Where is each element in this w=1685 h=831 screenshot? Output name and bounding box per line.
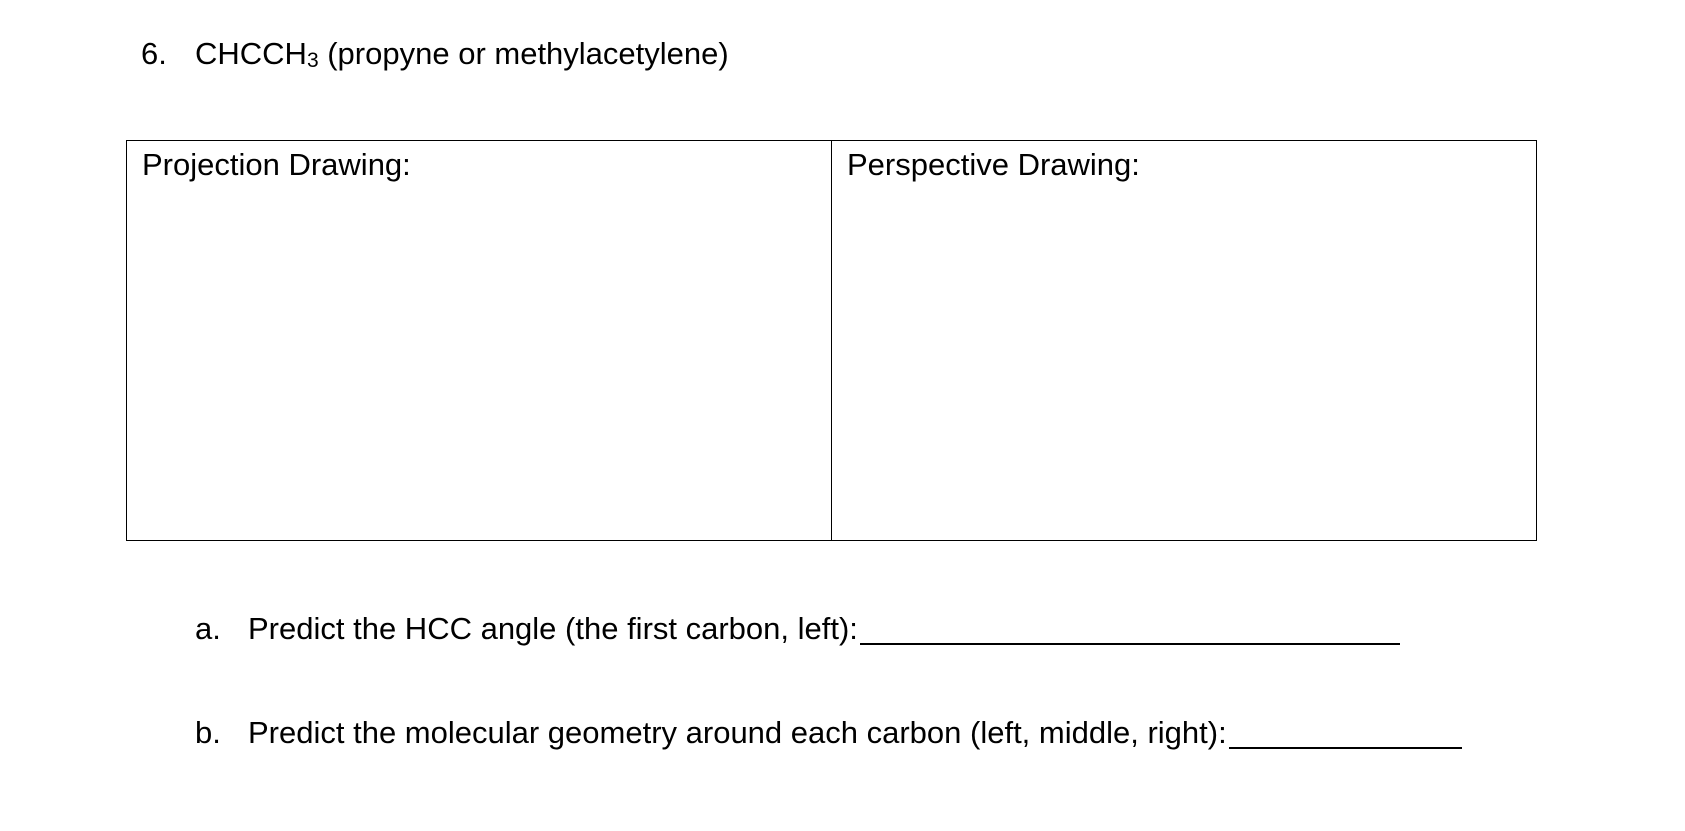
compound-name: (propyne or methylacetylene) bbox=[318, 36, 729, 71]
perspective-drawing-cell[interactable] bbox=[831, 141, 1536, 540]
subquestion-b bbox=[195, 713, 1462, 753]
subquestion-a bbox=[195, 609, 1400, 649]
subquestion-b-letter: b. bbox=[195, 715, 221, 750]
formula-prefix: CHCCH bbox=[195, 36, 307, 71]
subquestion-a-text: Predict the HCC angle (the first carbon, left): bbox=[248, 611, 858, 646]
question-number: 6. bbox=[141, 36, 167, 71]
projection-drawing-cell[interactable] bbox=[127, 141, 831, 540]
subquestion-a-answer-blank[interactable] bbox=[860, 613, 1400, 645]
subquestion-a-letter: a. bbox=[195, 611, 221, 646]
question-heading bbox=[141, 34, 729, 74]
perspective-drawing-label: Perspective Drawing: bbox=[847, 147, 1140, 182]
subquestion-b-text: Predict the molecular geometry around each carbon (left, middle, right): bbox=[248, 715, 1227, 750]
projection-drawing-label: Projection Drawing: bbox=[142, 147, 411, 182]
subquestion-b-answer-blank[interactable] bbox=[1229, 717, 1462, 749]
drawing-table bbox=[126, 140, 1537, 541]
formula-subscript: 3 bbox=[306, 49, 319, 72]
